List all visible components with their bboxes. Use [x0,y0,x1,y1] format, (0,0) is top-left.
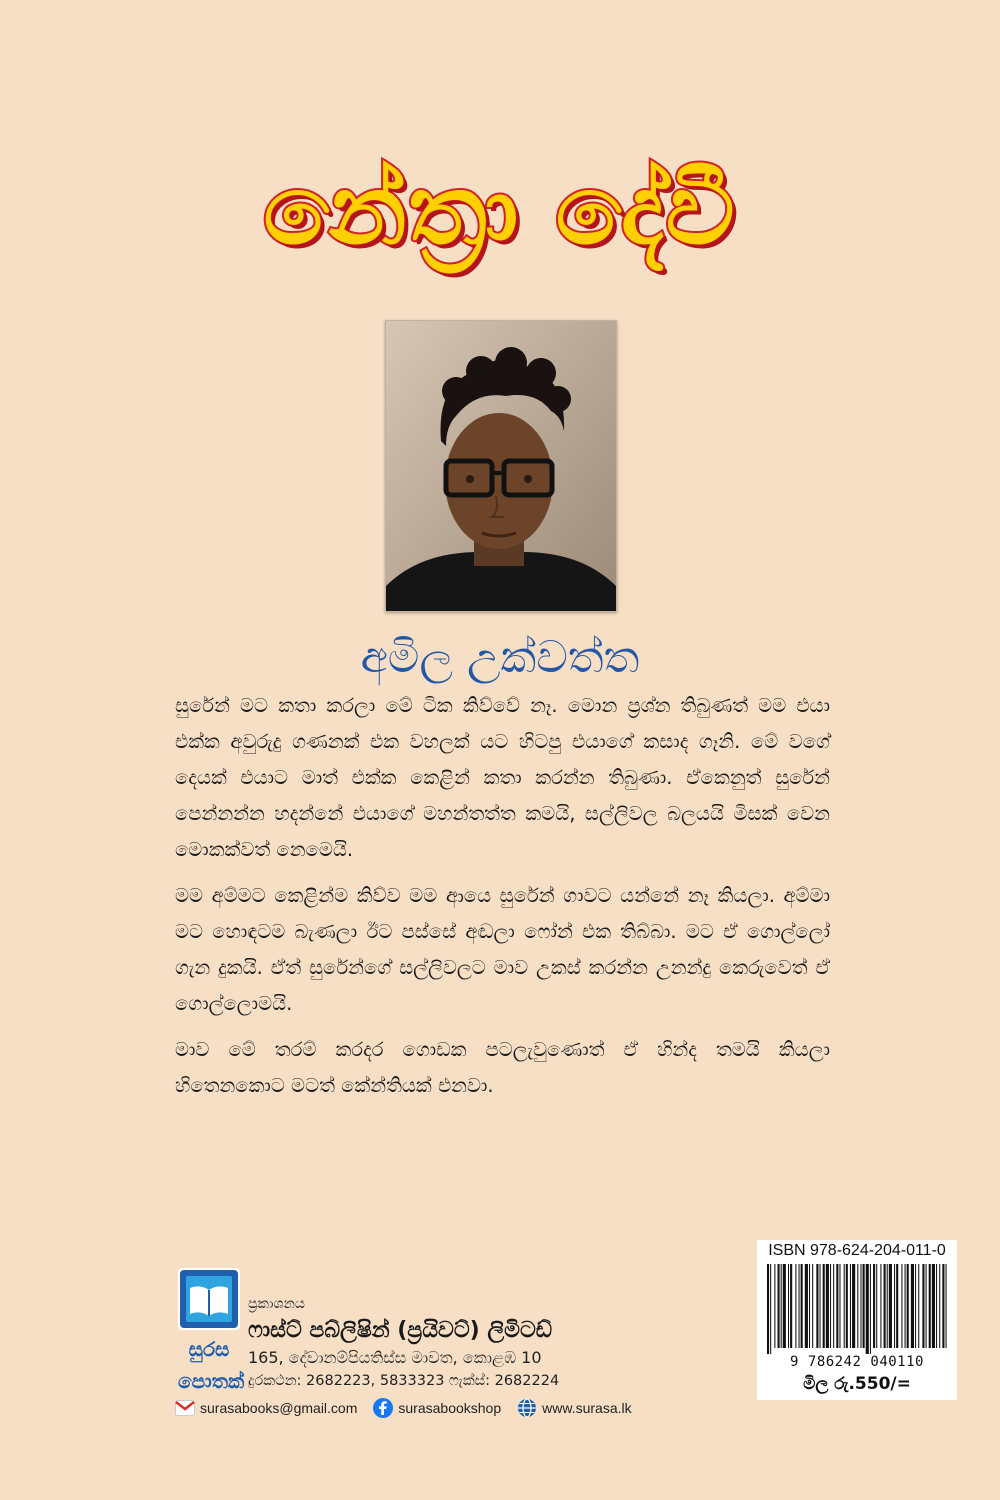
barcode-bar [846,1264,848,1348]
author-name: අමිල උක්වත්ත [360,632,640,683]
barcode-bar [905,1264,906,1348]
barcode-bar [889,1264,892,1348]
barcode-bar [939,1264,940,1348]
barcode-bar [844,1264,845,1348]
barcode-bar [926,1264,927,1348]
barcode-bar [774,1264,775,1348]
barcode-bar [911,1264,914,1348]
logo-text-surasa: සුරස [188,1337,230,1361]
facebook-link[interactable] [373,1398,501,1418]
barcode-bar [783,1264,786,1348]
barcode-bar [907,1264,909,1348]
website-text: www.surasa.lk [542,1400,632,1416]
barcode-bar [799,1264,800,1348]
email-text: surasabooks@gmail.com [200,1400,358,1416]
barcode-bar [896,1264,898,1348]
barcode-bar [820,1264,821,1348]
barcode-bar [922,1264,924,1348]
barcode-bar [805,1264,808,1348]
book-title: නේත්‍රා දේවී [263,153,737,266]
author-photo [385,320,617,612]
barcode-bar [901,1264,902,1348]
logo-text-pothak: පොතක් [178,1369,245,1393]
barcode-bar [942,1264,944,1348]
price: මිල රු.550/= [803,1374,911,1394]
barcode-bar [823,1264,825,1348]
barcode-bar [887,1264,888,1348]
email-link[interactable] [175,1400,357,1416]
barcode-bar [812,1264,813,1348]
barcode-bar [781,1264,782,1348]
surasa-logo [178,1268,245,1416]
barcode-bar [880,1264,881,1348]
blurb-paragraph: මම අම්මට කෙළින්ම කිව්ව මම ආයෙ සුරේන් ගාවට යන්නේ නෑ කියලා. අම්මා මට හොඳටම බැණලා ඊට පස්සේ අඬලා ෆෝන් එක තිබ්බා. මට ඒ ගොල්ලෝ ගැන දුකයි. ඒත් සුරේන්ගේ සල්ලිවලට මාව උකස් කරන්න උනන්දු කෙරුවෙත් ඒ ගොල්ලොමයි. [175,884,830,1015]
barcode-icon [765,1264,949,1354]
publisher-address: 165, දේවානම්පියතිස්ස මාවත, කොළඹ 10 [248,1348,542,1367]
facebook-text: surasabookshop [398,1400,502,1416]
barcode-bar [830,1264,831,1348]
barcode-bar [852,1264,855,1348]
barcode-bar [915,1264,916,1348]
gmail-icon [175,1400,195,1416]
barcode-bar [795,1264,796,1348]
open-book-icon [178,1268,240,1330]
blurb-paragraph: සුරේන් මට කතා කරලා මේ ටික කිව්වේ නෑ. මොන ප්‍රශ්න තිබුණත් මම එයා එක්ක අවුරුදු ගණනක් එක වහලක් යට හිටපු එයාගේ කසාද ගෑනි. මේ වගේ දෙයක් එයාට මාත් එක්ක කෙළින් කතා කරන්න තිබුණා. ඒකෙනුත් සුරේන් පෙන්නන්න හදන්නේ එයාගේ මහන්තත්ත කමයි, සල්ලිවල බලයයි මිසක් වෙන මොකක්වත් නෙමෙයි. [175,694,830,861]
blurb-paragraph: මාව මේ තරම් කරදර ගොඩක පටලැවුණොත් ඒ හින්ද තමයි කියලා හිතෙනකොට මටත් කේන්තියක් එනවා. [175,1038,830,1097]
barcode-bar [801,1264,803,1348]
contact-row [175,1396,648,1420]
barcode-bar [833,1264,834,1348]
publisher-label: ප්‍රකාශනය [248,1296,305,1312]
website-link[interactable] [517,1398,631,1418]
barcode-bar [770,1264,771,1354]
barcode-bar [932,1264,935,1348]
barcode-bar [778,1264,780,1348]
barcode-bar [876,1264,877,1348]
barcode-bar [857,1264,858,1348]
barcode-bar [767,1264,769,1354]
isbn-label: ISBN 978-624-204-011-0 [768,1242,946,1259]
publisher-name: ෆාස්ට් පබ්ලිෂින් (ප්‍රයිවට්) ලිමිටඩ් [248,1318,553,1343]
publisher-phone: දුරකථන: 2682223, 5833323 ෆැක්ස්: 2682224 [248,1373,560,1389]
barcode-bar [894,1264,895,1348]
barcode-bar [839,1264,840,1348]
barcode-bar [884,1264,886,1348]
globe-icon [517,1398,537,1418]
barcode-bar [870,1264,871,1354]
isbn-barcode-box [757,1240,957,1400]
barcode-bar [850,1264,851,1348]
barcode-bar [836,1264,838,1348]
barcode-bar [826,1264,829,1348]
barcode-bar [790,1264,792,1348]
barcode-bar [809,1264,810,1348]
barcode-bar [863,1264,865,1348]
barcode-bar [788,1264,789,1348]
barcode-bar [918,1264,919,1348]
barcode-bar [816,1264,818,1348]
barcode-bar [929,1264,931,1348]
blurb [175,688,830,1114]
barcode-digits: 9 786242 040110 [790,1354,924,1370]
facebook-icon [373,1398,393,1418]
barcode-bar [936,1264,937,1348]
barcode-bar [946,1264,947,1348]
barcode-bar [866,1264,869,1354]
barcode-bar [873,1264,875,1348]
barcode-bar [860,1264,861,1348]
